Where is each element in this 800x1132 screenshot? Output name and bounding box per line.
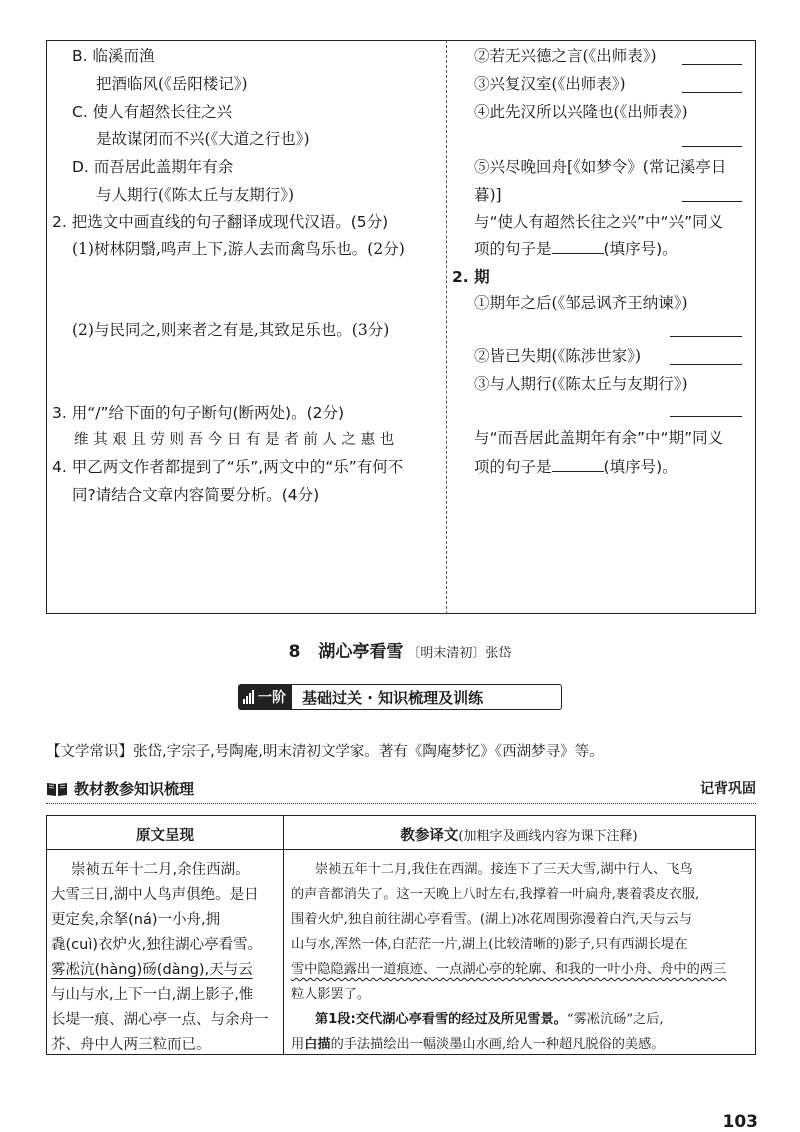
paragraph-text-post: 的手法描绘出一幅淡墨山水画,给人一种超凡脱俗的美感。 (330, 1037, 665, 1052)
xing-question-suffix: (填序号)。 (603, 240, 678, 258)
original-line: 更定矣,余拏(ná)一小舟,拥 (51, 912, 221, 928)
lesson-author: 〔明末清初〕张岱 (407, 646, 512, 661)
translation-header-note: (加粗字及画线内容为课下注释) (458, 829, 638, 844)
memorize-label: 记背巩固 (700, 781, 756, 797)
qi-heading: 2. 期 (452, 268, 490, 286)
page-number: 103 (722, 1112, 758, 1132)
qi-question-suffix: (填序号)。 (603, 458, 678, 476)
xing-item-3: ③兴复汉室(《出师表》) (474, 75, 626, 93)
original-line: 芥、舟中人两三粒而已。 (51, 1037, 211, 1053)
knowledge-heading (46, 778, 756, 800)
book-icon (46, 781, 68, 797)
level-label: 基础过关 · 知识梳理及训练 (302, 688, 484, 707)
column-divider (446, 40, 447, 614)
translation-line: 山与水,浑然一体,白茫茫一片,湖上(比较清晰的)影子,只有西湖长堤在 (291, 937, 688, 952)
translation-line: 粒人影罢了。 (291, 987, 371, 1002)
qi-item-3: ③与人期行(《陈太丘与友期行》) (474, 375, 688, 393)
table-header-translation (283, 824, 755, 845)
paragraph-label: 第1段: (315, 1012, 356, 1027)
xing-item-4: ④此先汉所以兴隆也(《出师表》) (474, 103, 688, 121)
answer-blank[interactable] (682, 64, 742, 65)
translation-line: 崇祯五年十二月,我住在西湖。接连下了三天大雪,湖中行人、飞鸟 (315, 862, 693, 877)
paragraph-note: “雾凇沆砀”之后, (566, 1012, 664, 1027)
answer-blank[interactable] (682, 146, 742, 147)
original-line: 长堤一痕、湖心亭一点、与余舟一 (51, 1012, 269, 1028)
xing-item-5: ⑤兴尽晚回舟[《如梦令》(常记溪亭日 (474, 158, 727, 176)
paragraph-analysis-line-2 (291, 1035, 664, 1055)
heading-dotted-rule (46, 803, 756, 804)
original-line: 大雪三日,湖中人鸟声俱绝。是日 (51, 887, 259, 903)
question-2-part-2: (2)与民同之,则来者之有是,其致足乐也。(3分) (72, 321, 390, 339)
table-column-divider (283, 816, 284, 1054)
xing-question-prefix: 项的句子是 (474, 240, 552, 258)
knowledge-heading-text: 教材教参知识梳理 (74, 780, 195, 798)
table-header-original: 原文呈现 (136, 828, 194, 844)
option-d-example: 与人期行(《陈太丘与友期行》) (96, 186, 295, 204)
xing-question-line-1: 与“使人有超然长往之兴”中“兴”同义 (474, 213, 724, 231)
answer-blank[interactable] (682, 92, 742, 93)
qi-item-1: ①期年之后(《邹忌讽齐王纳谏》) (474, 294, 688, 312)
answer-blank[interactable] (682, 201, 742, 202)
technique-term: 白描 (304, 1037, 331, 1052)
qi-item-2: ②皆已失期(《陈涉世家》) (474, 347, 642, 365)
option-c: C. 使人有超然长往之兴 (72, 103, 233, 121)
qi-question-line-1: 与“而吾居此盖期年有余”中“期”同义 (474, 429, 724, 447)
question-4-line-2: 同?请结合文章内容简要分析。(4分) (72, 486, 320, 504)
option-c-example: 是故谋闭而不兴(《大道之行也》) (96, 130, 310, 148)
original-line: 雾凇沆(hàng)砀(dàng),天与云 (51, 962, 253, 978)
xing-item-5-cont: 暮)] (474, 186, 502, 204)
xing-question-line-2 (474, 238, 678, 260)
question-4-line-1: 4. 甲乙两文作者都提到了“乐”,两文中的“乐”有何不 (52, 458, 404, 476)
lesson-name: 湖心亭看雪 (318, 642, 404, 662)
paragraph-analysis-line-1 (315, 1010, 664, 1030)
question-3-text: 维 其 艰 且 劳 则 吾 今 日 有 是 者 前 人 之 惠 也 (74, 432, 395, 448)
original-line: 崇祯五年十二月,余住西湖。 (71, 862, 250, 878)
question-3: 3. 用“/”给下面的句子断句(断两处)。(2分) (52, 404, 345, 422)
translation-header-title: 教参译文 (400, 828, 459, 844)
translation-line: 的声音都消失了。这一天晚上八时左右,我撑着一叶扁舟,裹着裘皮衣服, (291, 887, 700, 902)
original-line: 毳(cuì)衣炉火,独往湖心亭看雪。 (51, 937, 263, 953)
xing-item-2: ②若无兴德之言(《出师表》) (474, 47, 657, 65)
answer-blank[interactable] (670, 416, 742, 417)
original-line: 与山与水,上下一白,湖上影子,惟 (51, 987, 254, 1003)
lesson-number: 8 (288, 642, 301, 662)
translation-line: 围着火炉,独自前往湖心亭看雪。(湖上)冰花周围弥漫着白汽,天与云与 (291, 912, 693, 927)
question-2-part-1: (1)树林阴翳,鸣声上下,游人去而禽鸟乐也。(2分) (72, 240, 405, 258)
lesson-title (0, 637, 800, 662)
answer-blank[interactable] (670, 364, 742, 365)
option-b: B. 临溪而渔 (72, 47, 155, 65)
translation-line: 雪中隐隐露出一道痕迹、一点湖心亭的轮廓、和我的一叶小舟、舟中的两三 (291, 962, 727, 977)
answer-blank[interactable] (670, 336, 742, 337)
paragraph-text-pre: 用 (291, 1037, 305, 1052)
literary-knowledge: 【文学常识】张岱,字宗子,号陶庵,明末清初文学家。著有《陶庵梦忆》《西湖梦寻》等。 (46, 744, 604, 760)
level-tag-text: 一阶 (258, 690, 286, 706)
level-tag (239, 685, 292, 709)
text-translation-table (46, 815, 756, 1055)
level-bars-icon (243, 690, 254, 704)
level-banner (238, 684, 562, 710)
paragraph-summary: 交代湖心亭看雪的经过及所见雪景。 (355, 1012, 567, 1027)
qi-answer-blank[interactable] (552, 458, 604, 472)
option-b-example: 把酒临风(《岳阳楼记》) (96, 75, 248, 93)
qi-question-line-2 (474, 456, 678, 478)
qi-question-prefix: 项的句子是 (474, 458, 552, 476)
xing-answer-blank[interactable] (552, 240, 604, 254)
option-d: D. 而吾居此盖期年有余 (72, 158, 234, 176)
question-2: 2. 把选文中画直线的句子翻译成现代汉语。(5分) (52, 213, 389, 231)
